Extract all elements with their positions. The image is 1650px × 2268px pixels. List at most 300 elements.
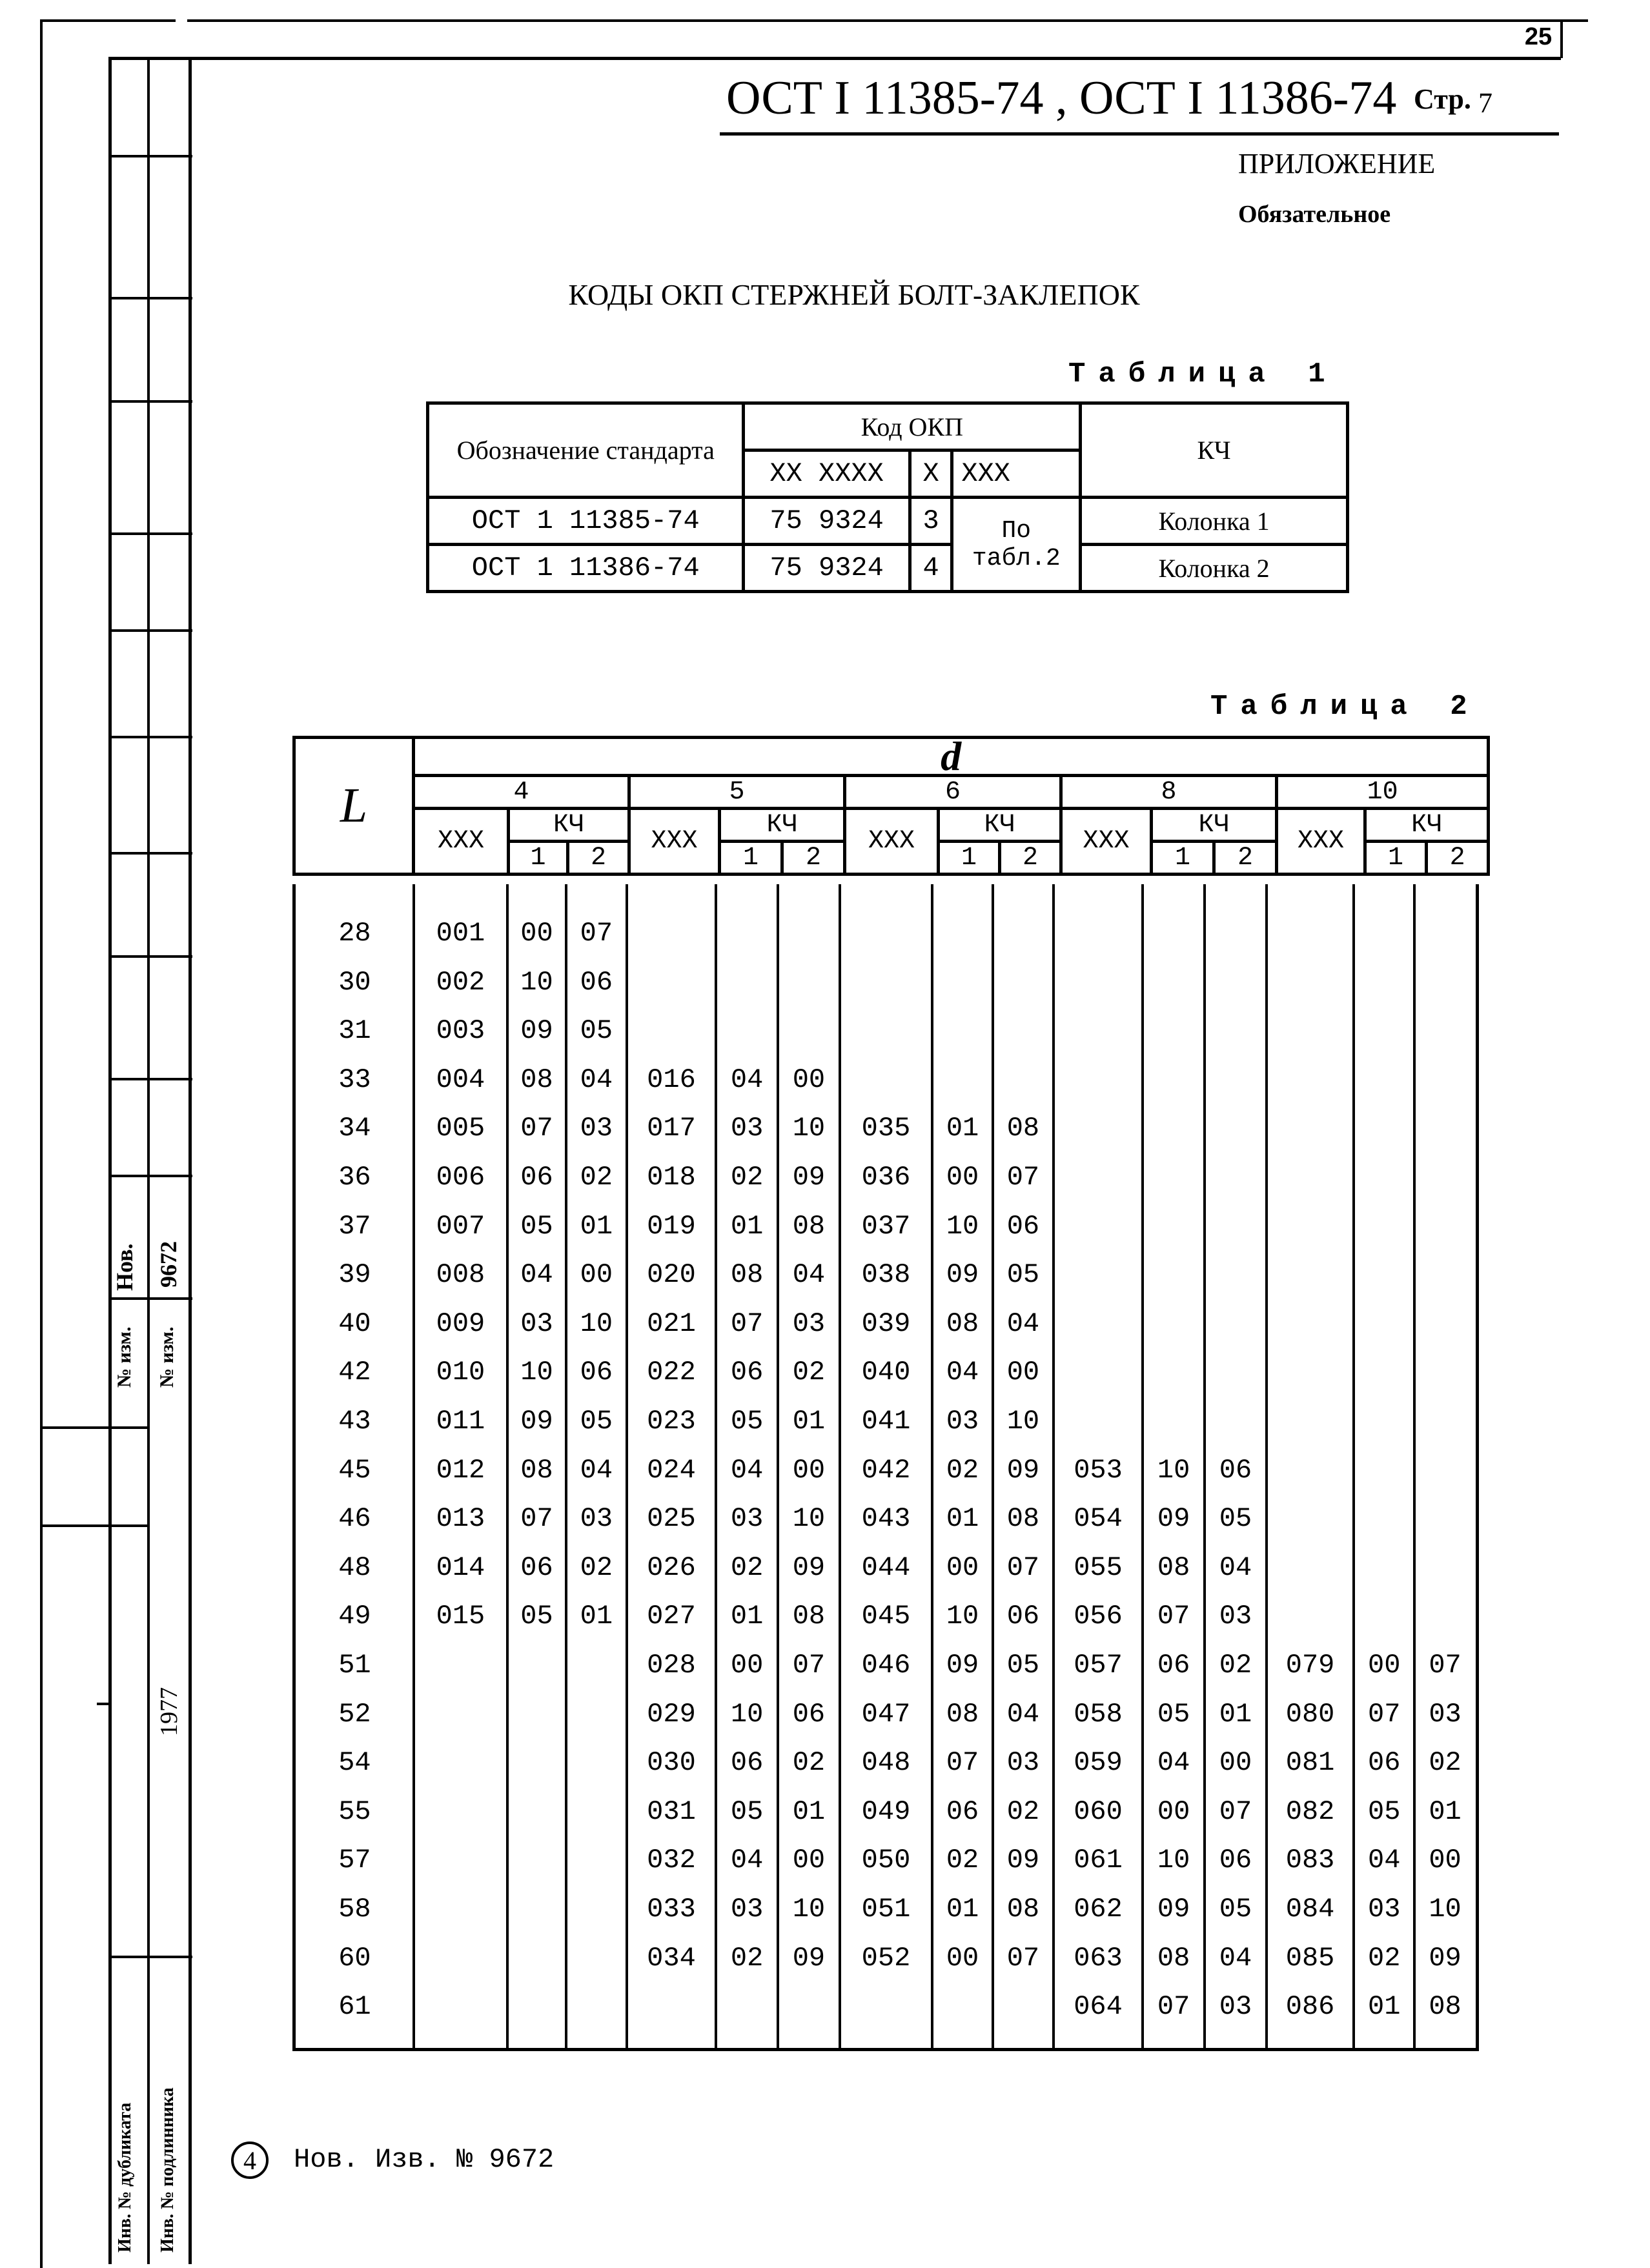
table2-cell-kch2: 05 <box>580 1406 613 1437</box>
table2-cell-kch2: 03 <box>580 1503 613 1535</box>
table2-cell-kch2: 10 <box>792 1113 826 1144</box>
margin-change-value: 9672 <box>156 1241 181 1288</box>
table2-cell-kch1 <box>1354 1104 1414 1153</box>
margin-strip-rule <box>108 1078 192 1080</box>
table2-body <box>292 884 1479 2051</box>
table2-cell-xxx <box>1267 958 1354 1007</box>
table2-cell-kch1: 05 <box>730 1406 764 1437</box>
table2-cell-kch2 <box>993 1982 1054 2031</box>
table2-cell-xxx <box>1054 958 1143 1007</box>
table2-cell-xxx <box>627 1982 716 2031</box>
table1-cell-x: 3 <box>910 498 952 545</box>
table2-cell-xxx: 018 <box>647 1162 696 1193</box>
table2-cell-kch1 <box>1143 1397 1205 1446</box>
table2-cell-kch1: 01 <box>1367 1991 1401 2023</box>
document-number: ОСТ I 11385-74 , ОСТ I 11386-74 <box>726 72 1397 125</box>
table2-cell-L: 49 <box>338 1601 371 1632</box>
table2-cell-kch1: 10 <box>1157 1454 1190 1486</box>
table2-cell-kch1 <box>932 1982 993 2031</box>
table2-cell-xxx: 035 <box>861 1113 911 1144</box>
table2-cell-kch2: 03 <box>1006 1747 1040 1779</box>
table2-cell-xxx: 005 <box>436 1113 485 1144</box>
table2-cell-kch1 <box>1354 1543 1414 1592</box>
table2-cell-kch1 <box>1143 1202 1205 1251</box>
table2-cell-kch1 <box>1354 1250 1414 1299</box>
table2-cell-kch1: 09 <box>1157 1894 1190 1925</box>
margin-strip-rule <box>108 629 192 632</box>
table2-cell-xxx: 022 <box>647 1357 696 1388</box>
table2-cell-kch1: 08 <box>520 1454 553 1486</box>
header-underline <box>720 132 1559 136</box>
table2-cell-xxx <box>1267 1348 1354 1397</box>
margin-label-nov: Нов. <box>112 1243 138 1291</box>
table-row <box>296 909 1476 958</box>
appendix-label: ПРИЛОЖЕНИЕ <box>1238 148 1436 179</box>
table2-cell-L: 34 <box>338 1113 371 1144</box>
table2-cell-xxx <box>1267 1202 1354 1251</box>
table2-cell-kch2 <box>566 1836 627 1885</box>
table2-kch-col: 2 <box>1214 842 1277 875</box>
table2-cell-xxx: 046 <box>861 1650 911 1681</box>
table-row <box>296 958 1476 1007</box>
table2-cell-kch1: 07 <box>1367 1698 1401 1730</box>
table2-header <box>292 733 1490 876</box>
table2-cell-kch1: 00 <box>946 1552 979 1583</box>
table2-cell-kch2: 01 <box>792 1796 826 1827</box>
table2-cell-kch1: 10 <box>730 1698 764 1730</box>
margin-strip-tick <box>97 1703 110 1705</box>
table2-cell-xxx <box>1054 1104 1143 1153</box>
table2-cell-kch2 <box>1205 1397 1267 1446</box>
table2-cell-xxx <box>627 909 716 958</box>
table2-cell-xxx: 031 <box>647 1796 696 1827</box>
table2-cell-kch1: 07 <box>946 1747 979 1779</box>
table2-cell-kch1: 02 <box>946 1454 979 1486</box>
table2-cell-kch2: 05 <box>580 1015 613 1047</box>
table2-cell-kch2: 04 <box>1219 1942 1252 1974</box>
table2-kch-col: 1 <box>509 842 568 875</box>
table2-cell-kch1 <box>1354 1397 1414 1446</box>
table2-cell-kch1 <box>716 1006 778 1055</box>
margin-strip-rule <box>108 532 192 535</box>
table2-cell-kch2: 10 <box>792 1894 826 1925</box>
table2-cell-kch1 <box>507 1690 566 1739</box>
table2-cell-xxx: 013 <box>436 1503 485 1535</box>
table2-cell-xxx <box>840 958 932 1007</box>
table2-cell-xxx: 055 <box>1074 1552 1123 1583</box>
table2-cell-kch1: 04 <box>1157 1747 1190 1779</box>
table2-d-value: 8 <box>1061 776 1277 809</box>
table2-cell-xxx: 043 <box>861 1503 911 1535</box>
table2-cell-kch1 <box>1354 1446 1414 1495</box>
table2-cell-kch1 <box>1354 1592 1414 1641</box>
table2-cell-L: 48 <box>338 1552 371 1583</box>
table2-cell-kch2: 06 <box>1006 1210 1040 1242</box>
table2-cell-kch1: 04 <box>730 1064 764 1095</box>
table-row <box>296 1202 1476 1251</box>
table2-cell-xxx <box>1054 1006 1143 1055</box>
table2-cell-kch1 <box>1143 909 1205 958</box>
table2-cell-kch1 <box>507 1641 566 1690</box>
table2-cell-kch2: 08 <box>1429 1991 1462 2023</box>
table-row <box>296 1299 1476 1348</box>
table2-cell-kch1: 06 <box>946 1796 979 1827</box>
table2-cell-kch2: 02 <box>792 1357 826 1388</box>
table2-cell-kch1: 01 <box>946 1894 979 1925</box>
table2-d-value: 10 <box>1277 776 1489 809</box>
table2-cell-kch1: 06 <box>520 1162 553 1193</box>
table2-cell-kch1: 01 <box>730 1210 764 1242</box>
table2-cell-kch2: 03 <box>1219 1991 1252 2023</box>
table2-cell-kch1: 03 <box>946 1406 979 1437</box>
table2-cell-xxx: 081 <box>1285 1747 1335 1779</box>
table1-header-okp: Код ОКП <box>744 403 1081 451</box>
table2-cell-xxx <box>414 1836 507 1885</box>
table2-cell-kch2: 00 <box>1219 1747 1252 1779</box>
table2-cell-kch1: 06 <box>1367 1747 1401 1779</box>
table2-cell-kch1: 00 <box>946 1942 979 1974</box>
table2-cell-xxx: 003 <box>436 1015 485 1047</box>
table2-cell-L: 54 <box>338 1747 371 1779</box>
table2-cell-kch2: 06 <box>1219 1845 1252 1876</box>
table2-cell-xxx: 007 <box>436 1210 485 1242</box>
table2-cell-xxx <box>1054 1299 1143 1348</box>
table2-cell-xxx: 062 <box>1074 1894 1123 1925</box>
table2-cell-kch2: 06 <box>1006 1601 1040 1632</box>
table2-cell-kch1 <box>1143 1348 1205 1397</box>
table2-cell-xxx: 060 <box>1074 1796 1123 1827</box>
frame-left-border <box>40 19 43 2268</box>
margin-strip-cut <box>40 1426 150 1429</box>
table2-cell-xxx <box>1267 1006 1354 1055</box>
table2-cell-xxx <box>840 1006 932 1055</box>
table2-cell-xxx <box>627 1006 716 1055</box>
table2-cell-kch2 <box>566 1885 627 1934</box>
table2-cell-kch1: 07 <box>1157 1601 1190 1632</box>
table2-cell-kch1: 07 <box>520 1113 553 1144</box>
table2-cell-xxx <box>414 1934 507 1983</box>
table2-cell-xxx <box>414 1982 507 2031</box>
table2-cell-xxx: 014 <box>436 1552 485 1583</box>
table2-cell-kch1: 00 <box>520 918 553 949</box>
table2-kch-col: 2 <box>568 842 629 875</box>
table2-cell-xxx: 061 <box>1074 1845 1123 1876</box>
table2-cell-kch1: 08 <box>946 1308 979 1339</box>
margin-strip-rule <box>108 155 192 157</box>
table2-cell-kch1 <box>932 909 993 958</box>
table2-cell-kch1: 05 <box>1367 1796 1401 1827</box>
table2-cell-xxx: 063 <box>1074 1942 1123 1974</box>
table2-cell-kch1: 00 <box>1157 1796 1190 1827</box>
table-row <box>296 1738 1476 1787</box>
frame-top-border <box>40 19 176 22</box>
table2-cell-xxx: 080 <box>1285 1698 1335 1730</box>
table2-cell-kch2: 00 <box>1006 1357 1040 1388</box>
table2-cell-kch2: 02 <box>1006 1796 1040 1827</box>
table2-cell-kch1 <box>716 1982 778 2031</box>
table-row <box>296 1982 1476 2031</box>
table2-cell-kch1: 07 <box>1157 1991 1190 2023</box>
table2-cell-xxx: 030 <box>647 1747 696 1779</box>
table2-cell-kch2: 04 <box>1219 1552 1252 1583</box>
table2-cell-kch2 <box>1414 1592 1476 1641</box>
footer-change-note: Нов. Изв. № 9672 <box>294 2144 555 2175</box>
table2-cell-kch2 <box>1205 1104 1267 1153</box>
table2-cell-kch2 <box>1205 1006 1267 1055</box>
margin-strip-cut <box>40 1524 150 1527</box>
table2-cell-kch2: 06 <box>580 966 613 998</box>
table2-cell-kch1 <box>932 1006 993 1055</box>
table2-cell-kch2 <box>1414 1104 1476 1153</box>
table2-sub-xxx: ХХХ <box>1277 809 1365 875</box>
table2-cell-xxx: 015 <box>436 1601 485 1632</box>
table2-cell-kch1 <box>1354 1348 1414 1397</box>
table1-caption: Таблица 1 <box>1068 358 1338 390</box>
table2-cell-xxx <box>1267 1299 1354 1348</box>
table2-cell-kch2 <box>1205 1055 1267 1104</box>
table-row <box>296 1104 1476 1153</box>
table2-cell-kch2: 04 <box>580 1064 613 1095</box>
table2-cell-kch2: 09 <box>1006 1454 1040 1486</box>
table2-cell-kch2 <box>1205 1348 1267 1397</box>
table2-cell-kch1: 06 <box>520 1552 553 1583</box>
table2-cell-xxx <box>1267 1104 1354 1153</box>
table2-cell-kch1: 09 <box>946 1259 979 1291</box>
table2-cell-xxx <box>1054 1153 1143 1202</box>
table2-cell-kch1 <box>1354 1202 1414 1251</box>
table2-cell-kch2 <box>1414 1299 1476 1348</box>
margin-label-change-no: № изм. <box>114 1326 135 1388</box>
table2-cell-L: 51 <box>338 1650 371 1681</box>
table2-cell-L: 40 <box>338 1308 371 1339</box>
table2-cell-kch1: 08 <box>730 1259 764 1291</box>
table2-sub-xxx: ХХХ <box>1061 809 1152 875</box>
table2-cell-kch2 <box>1414 1006 1476 1055</box>
table2-cell-kch2 <box>1205 958 1267 1007</box>
table2-cell-kch2 <box>566 1738 627 1787</box>
table2-cell-xxx: 050 <box>861 1845 911 1876</box>
table2-cell-kch1: 02 <box>946 1845 979 1876</box>
table2-kch-col: 1 <box>1365 842 1427 875</box>
table2-cell-kch2: 03 <box>580 1113 613 1144</box>
table2-cell-kch1: 04 <box>730 1845 764 1876</box>
table2-cell-kch2: 00 <box>580 1259 613 1291</box>
table-row <box>296 1641 1476 1690</box>
table2-cell-kch2: 01 <box>792 1406 826 1437</box>
margin-label-original: Инв. № подлинника <box>158 2087 178 2253</box>
table-row <box>296 1250 1476 1299</box>
table2-cell-kch1: 06 <box>730 1747 764 1779</box>
table2-cell-kch1 <box>1143 1153 1205 1202</box>
table2-cell-xxx: 040 <box>861 1357 911 1388</box>
table2-kch-col: 2 <box>1000 842 1061 875</box>
table2-cell-xxx: 002 <box>436 966 485 998</box>
table2-cell-kch1: 01 <box>730 1601 764 1632</box>
table2-cell-kch1 <box>932 1055 993 1104</box>
table2-cell-kch1: 02 <box>1367 1942 1401 1974</box>
table2-cell-xxx: 085 <box>1285 1942 1335 1974</box>
margin-strip-divider <box>147 57 150 2264</box>
table2-cell-xxx: 021 <box>647 1308 696 1339</box>
table2-cell-L: 33 <box>338 1064 371 1095</box>
table2-cell-kch1 <box>507 1787 566 1836</box>
table2-cell-kch2 <box>1414 909 1476 958</box>
table2-cell-xxx <box>1267 909 1354 958</box>
table2-cell-xxx: 041 <box>861 1406 911 1437</box>
table-row <box>296 1543 1476 1592</box>
table2-cell-kch2 <box>778 958 840 1007</box>
table2-cell-kch1 <box>716 909 778 958</box>
table2-d-value: 6 <box>845 776 1061 809</box>
table2-cell-xxx <box>414 1885 507 1934</box>
table2-cell-kch1: 03 <box>520 1308 553 1339</box>
table2-cell-kch1: 04 <box>1367 1845 1401 1876</box>
table2-cell-xxx: 054 <box>1074 1503 1123 1535</box>
table2-cell-xxx: 051 <box>861 1894 911 1925</box>
table2-cell-kch2: 02 <box>1219 1650 1252 1681</box>
table2-sub-xxx: ХХХ <box>414 809 509 875</box>
table2-sub-kch: КЧ <box>509 809 629 842</box>
table2-cell-kch1 <box>1143 1006 1205 1055</box>
table2-cell-kch2: 07 <box>1219 1796 1252 1827</box>
table2-cell-kch1: 06 <box>730 1357 764 1388</box>
table2-cell-kch2: 04 <box>1006 1698 1040 1730</box>
table2-cell-kch2: 10 <box>1006 1406 1040 1437</box>
table2-cell-kch2 <box>566 1934 627 1983</box>
table1-cell-kch: Колонка 1 <box>1081 498 1348 545</box>
table2-cell-xxx <box>1267 1543 1354 1592</box>
table2-cell-xxx: 008 <box>436 1259 485 1291</box>
table2-cell-kch2: 05 <box>1006 1650 1040 1681</box>
table2-cell-xxx: 028 <box>647 1650 696 1681</box>
table2-cell-kch2: 01 <box>580 1601 613 1632</box>
table2-cell-kch2: 07 <box>1006 1942 1040 1974</box>
footer-circle-number: 4 <box>231 2141 269 2179</box>
table2-cell-xxx <box>1267 1250 1354 1299</box>
table2-cell-kch2 <box>993 958 1054 1007</box>
table2-cell-kch1 <box>1143 958 1205 1007</box>
table2-cell-xxx: 086 <box>1285 1991 1335 2023</box>
document-title: КОДЫ ОКП СТЕРЖНЕЙ БОЛТ-ЗАКЛЕПОК <box>568 278 1140 311</box>
table2-cell-xxx: 038 <box>861 1259 911 1291</box>
table2-cell-xxx <box>1054 1250 1143 1299</box>
table-row <box>296 1153 1476 1202</box>
table2-cell-kch1 <box>1354 1055 1414 1104</box>
table2-cell-L: 57 <box>338 1845 371 1876</box>
table2-cell-xxx: 016 <box>647 1064 696 1095</box>
table2-cell-kch1: 07 <box>730 1308 764 1339</box>
table2-cell-kch2: 07 <box>1429 1650 1462 1681</box>
table2-cell-kch2 <box>993 1055 1054 1104</box>
table2-cell-kch2: 08 <box>1006 1503 1040 1535</box>
table2-cell-kch2: 00 <box>1429 1845 1462 1876</box>
table2-cell-kch2 <box>566 1690 627 1739</box>
table2-cell-xxx: 079 <box>1285 1650 1335 1681</box>
table2-cell-xxx: 049 <box>861 1796 911 1827</box>
table2-cell-kch2: 04 <box>792 1259 826 1291</box>
table2-cell-kch1 <box>1143 1104 1205 1153</box>
table2-cell-xxx: 032 <box>647 1845 696 1876</box>
table2-cell-xxx: 017 <box>647 1113 696 1144</box>
table2-cell-xxx: 036 <box>861 1162 911 1193</box>
table2-cell-kch1: 10 <box>946 1601 979 1632</box>
table2-cell-xxx: 004 <box>436 1064 485 1095</box>
table2-cell-kch2: 08 <box>1006 1113 1040 1144</box>
table2-cell-kch2: 06 <box>1219 1454 1252 1486</box>
table2-cell-kch1 <box>1354 1006 1414 1055</box>
table2-cell-kch1: 03 <box>1367 1894 1401 1925</box>
table1-cell-code: 75 9324 <box>744 545 910 592</box>
table2-cell-L: 46 <box>338 1503 371 1535</box>
table2-cell-L: 58 <box>338 1894 371 1925</box>
table2-cell-kch1 <box>1143 1055 1205 1104</box>
table1-cell-x: 4 <box>910 545 952 592</box>
margin-strip-rule <box>108 852 192 855</box>
table2-cell-kch1: 10 <box>520 1357 553 1388</box>
table-row <box>296 1397 1476 1446</box>
table1-okp-part: ХХХ <box>952 451 1081 498</box>
table2-cell-kch2 <box>566 1787 627 1836</box>
table2-kch-col: 2 <box>782 842 845 875</box>
table2-cell-xxx <box>627 958 716 1007</box>
table2-cell-xxx: 056 <box>1074 1601 1123 1632</box>
table2-cell-kch2: 05 <box>1219 1894 1252 1925</box>
table2-cell-kch1: 05 <box>730 1796 764 1827</box>
table2-cell-kch1: 09 <box>946 1650 979 1681</box>
margin-strip-rule <box>108 1956 192 1958</box>
table2-cell-xxx: 006 <box>436 1162 485 1193</box>
table2-cell-xxx: 029 <box>647 1698 696 1730</box>
table2-cell-xxx: 011 <box>436 1406 485 1437</box>
table2-cell-xxx: 044 <box>861 1552 911 1583</box>
table2-cell-L: 61 <box>338 1991 371 2023</box>
table2-cell-kch2: 07 <box>1006 1162 1040 1193</box>
table2-cell-kch1: 06 <box>1157 1650 1190 1681</box>
table2-cell-kch1: 05 <box>1157 1698 1190 1730</box>
table2-cell-kch2: 09 <box>792 1942 826 1974</box>
table1-cell-xxx-ref: По табл.2 <box>952 498 1081 592</box>
table2-cell-kch2: 01 <box>1219 1698 1252 1730</box>
table2-cell-kch1 <box>1354 1299 1414 1348</box>
table2-cell-kch1: 03 <box>730 1503 764 1535</box>
margin-label-change-no: № изм. <box>156 1326 178 1388</box>
table2-cell-L: 30 <box>338 966 371 998</box>
table2-cell-kch2: 02 <box>1429 1747 1462 1779</box>
table2-cell-kch1 <box>1354 958 1414 1007</box>
table2-cell-xxx: 053 <box>1074 1454 1123 1486</box>
table2-cell-xxx: 057 <box>1074 1650 1123 1681</box>
table2-cell-kch1: 09 <box>520 1406 553 1437</box>
table2-cell-kch1: 10 <box>946 1210 979 1242</box>
table2-caption: Таблица 2 <box>1210 691 1480 723</box>
table2-cell-kch2 <box>566 1982 627 2031</box>
table1-header-kch: КЧ <box>1081 403 1348 498</box>
table2-cell-kch1 <box>1143 1250 1205 1299</box>
table2-cell-xxx: 026 <box>647 1552 696 1583</box>
table-row <box>296 1885 1476 1934</box>
table2-cell-kch2 <box>1205 1202 1267 1251</box>
table2-d-value: 5 <box>629 776 845 809</box>
table2-cell-kch2: 00 <box>792 1454 826 1486</box>
table2-cell-kch2: 03 <box>1429 1698 1462 1730</box>
table2-cell-xxx: 001 <box>436 918 485 949</box>
table2-cell-xxx: 052 <box>861 1942 911 1974</box>
table2-cell-kch1: 00 <box>946 1162 979 1193</box>
table2-cell-kch2: 09 <box>792 1162 826 1193</box>
table2-cell-kch2: 08 <box>792 1210 826 1242</box>
table2-sub-kch: КЧ <box>1365 809 1489 842</box>
table2-cell-kch2 <box>1414 1055 1476 1104</box>
